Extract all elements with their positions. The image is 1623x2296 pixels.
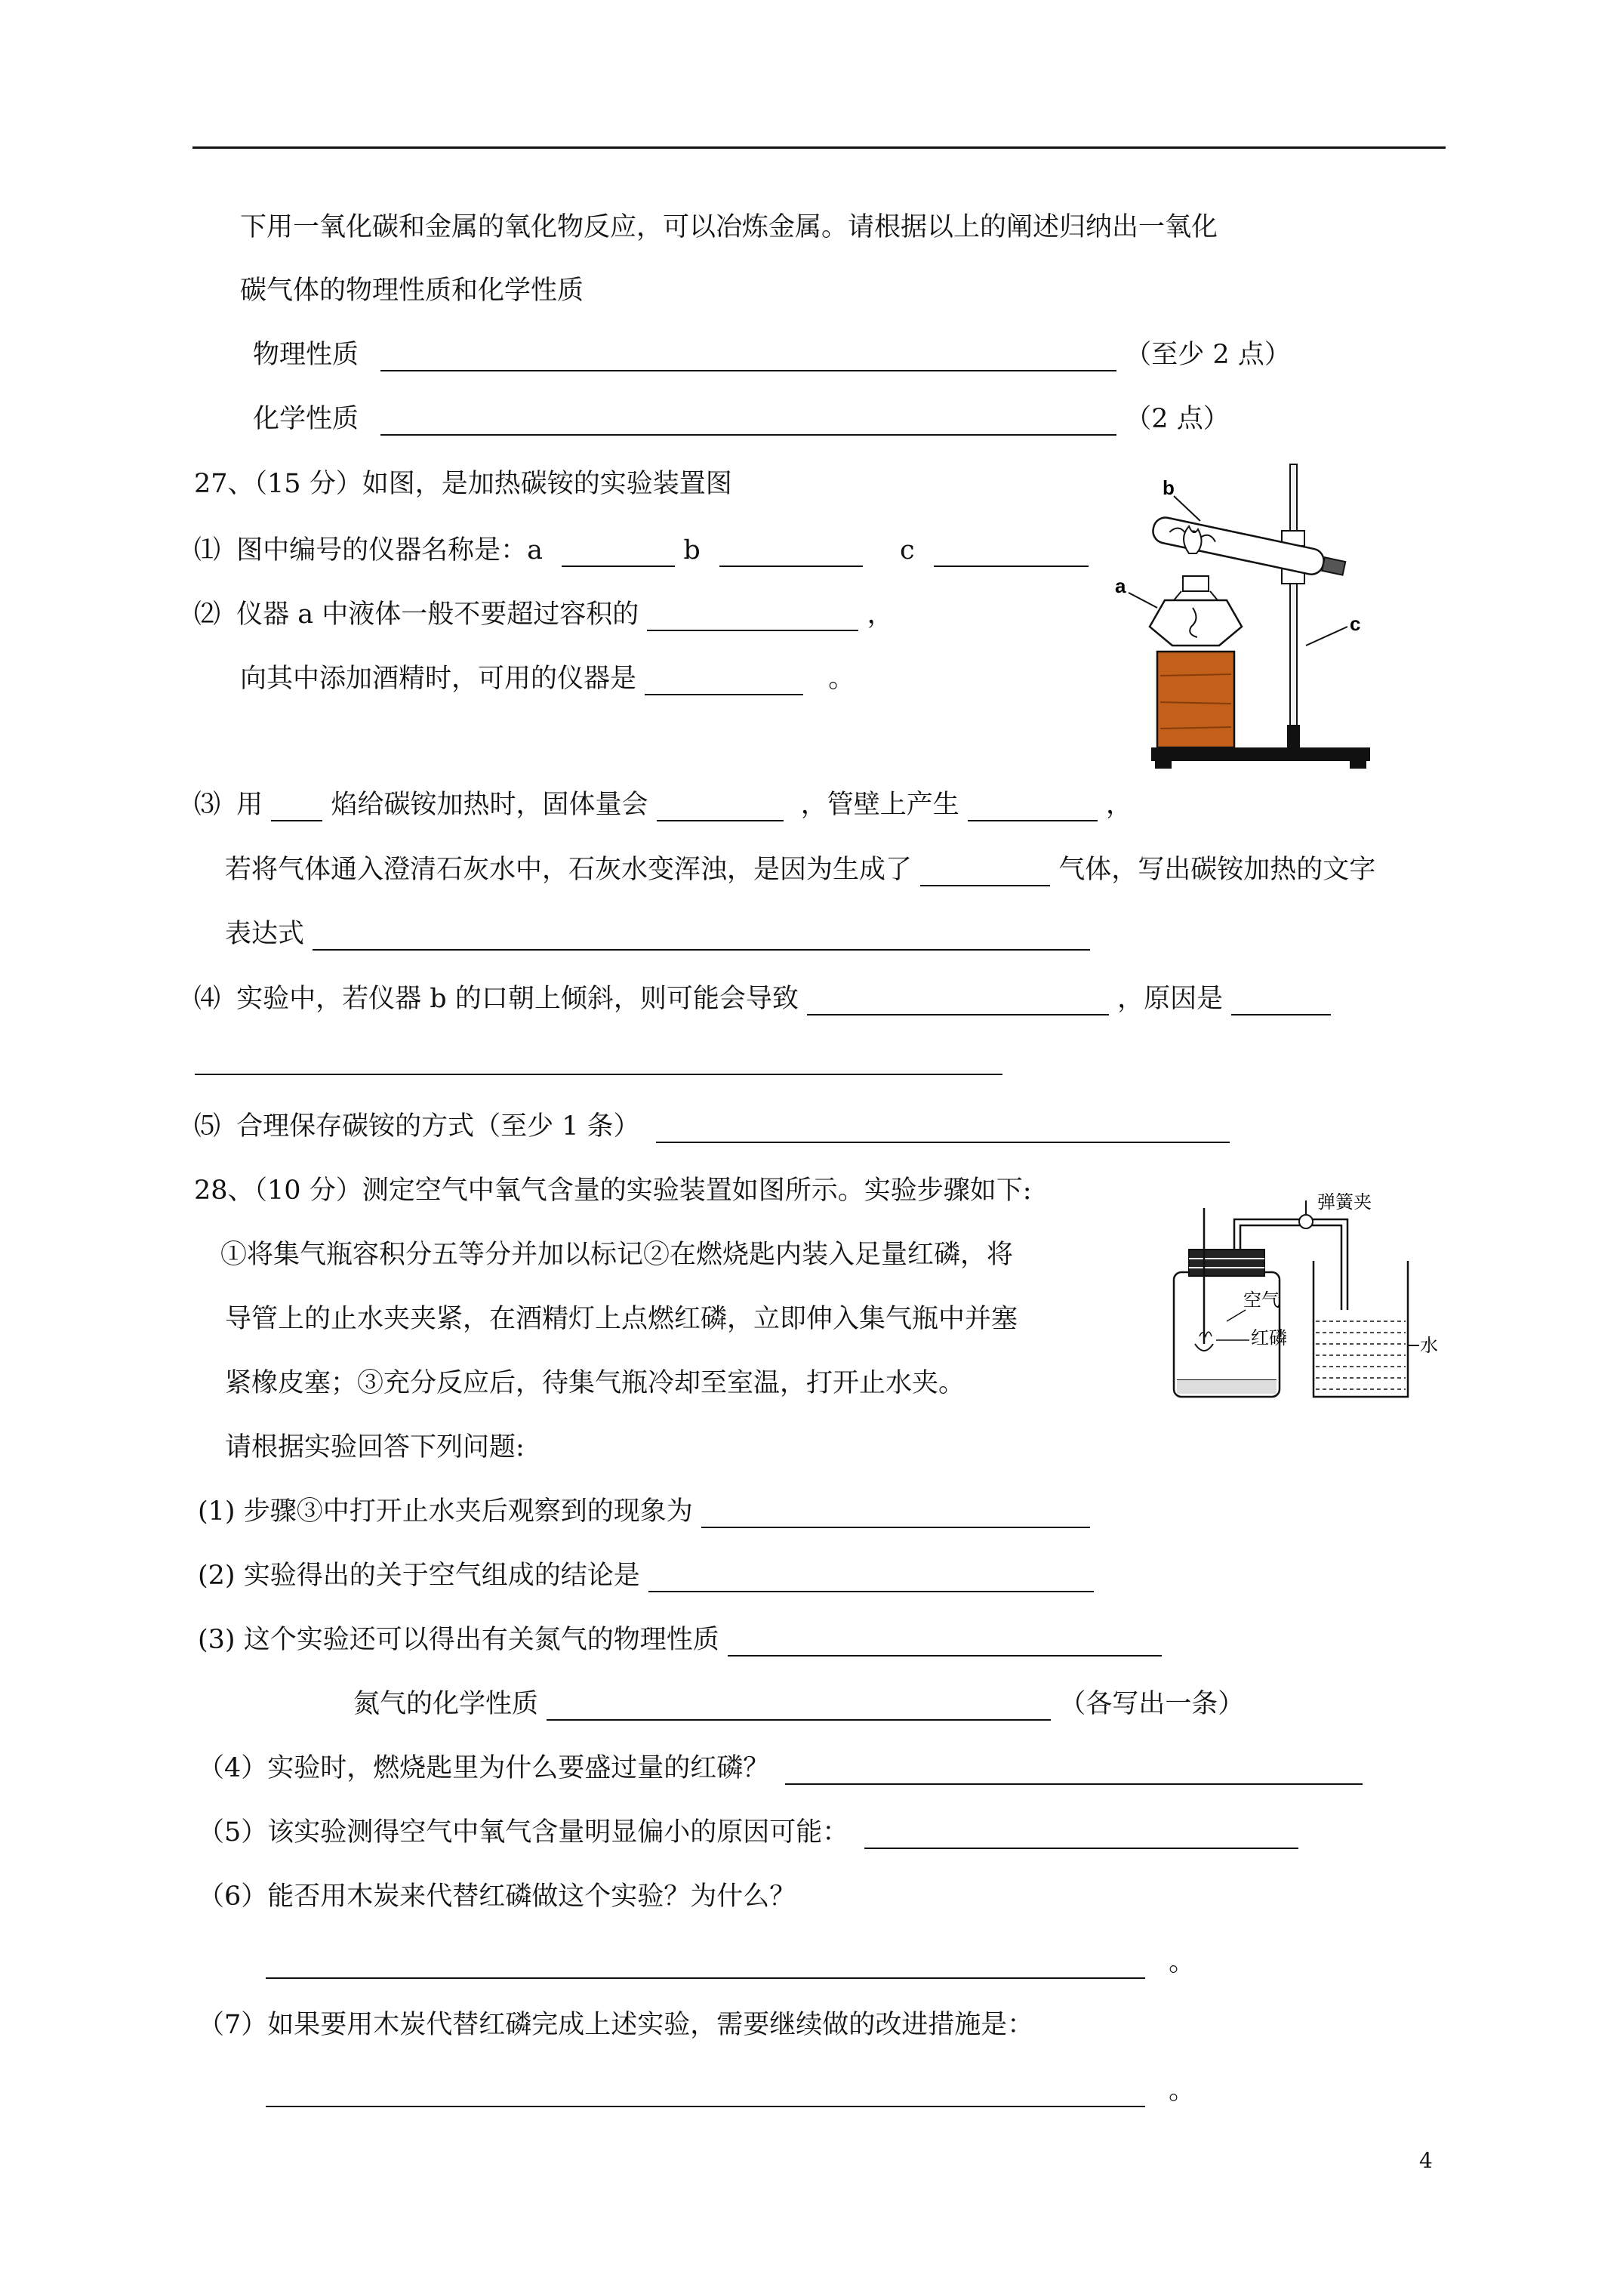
q28-sub-6: （6）能否用木炭来代替红磷做这个实验？为什么？ [198,1881,796,1912]
q27-blank-reason-line-2[interactable] [195,1046,1002,1075]
q28-blank-excess[interactable] [785,1756,1363,1785]
q27-p4-b: ，原因是 [1117,984,1224,1014]
q27-part-3-line-3 [225,917,1090,951]
q27-p5-num: ⑸ [194,1111,221,1142]
q28-s3-text: (3) 这个实验还可以得出有关氮气的物理性质 [198,1625,719,1655]
q28-ask: 请根据实验回答下列问题: [225,1432,525,1462]
q27-p1-b: b [683,535,701,566]
q27-p2-end: 。 [828,664,855,694]
q27-blank-flame[interactable] [271,793,322,821]
q28-sub-6-answer [266,1946,1195,1979]
q27-blank-c[interactable] [934,538,1089,567]
q27-p5-text: 合理保存碳铵的方式（至少 1 条） [236,1111,640,1142]
q27-blank-expression[interactable] [313,922,1090,951]
q27-p4-a: 实验中，若仪器 b 的口朝上倾斜，则可能会导致 [236,984,799,1014]
q27-part-2 [194,598,894,631]
fig-label-c: c [1350,612,1361,635]
page-number: 4 [1419,2148,1433,2173]
q27-part-2-line-2 [240,662,855,695]
q27-blank-b[interactable] [719,538,863,567]
physical-label: 物理性质 [253,340,359,370]
q28-s4-text: （4）实验时，燃烧匙里为什么要盛过量的红磷？ [198,1753,770,1783]
q27-p2-comma: ， [867,599,894,630]
q27-blank-instrument[interactable] [645,667,803,695]
q28-sub-3 [198,1623,1162,1657]
header-rule [192,146,1446,149]
physical-hint: （至少 2 点） [1125,340,1291,370]
q28-s7-end: 。 [1169,2076,1196,2106]
chemical-answer-blank[interactable] [380,407,1116,436]
chemical-label: 化学性质 [253,404,359,434]
q28-sub-3-line-2 [353,1687,1244,1721]
q28-s3b-text: 氮气的化学性质 [353,1689,539,1719]
q28-step-line-1: ①将集气瓶容积分五等分并加以标记②在燃烧匙内装入足量红磷，将 [220,1240,1014,1270]
q27-p2-num: ⑵ [194,599,221,630]
chemical-property-row [253,402,1230,436]
q27-p1-text: 图中编号的仪器名称是：a [236,535,544,566]
q27-p4-num: ⑷ [194,984,221,1014]
fig-label-clamp: 弹簧夹 [1317,1192,1372,1213]
intro-line-2: 碳气体的物理性质和化学性质 [240,276,584,306]
q28-s1-text: (1) 步骤③中打开止水夹后观察到的现象为 [198,1496,693,1527]
q28-step-line-2: 导管上的止水夹夹紧，在酒精灯上点燃红磷，立即伸入集气瓶中并塞 [225,1304,1018,1334]
q27-blank-gas[interactable] [920,858,1050,886]
q28-blank-improvement[interactable] [266,2079,1145,2107]
q28-blank-low-reason[interactable] [864,1820,1298,1849]
fig-label-air: 空气 [1243,1290,1280,1311]
q27-blank-wall[interactable] [968,793,1098,821]
q27-blank-solid[interactable] [657,793,784,821]
q27-p3-a: 用 [236,790,263,820]
q28-s5-text: （5）该实验测得空气中氧气含量明显偏小的原因可能： [198,1817,849,1848]
fig-label-phosphorus: 红磷 [1251,1328,1287,1348]
q27-part-4 [194,982,1331,1015]
q27-part-3 [194,788,1132,821]
heating-apparatus-figure [1098,457,1404,774]
chemical-hint: （2 点） [1125,404,1230,434]
q27-part-5 [194,1110,1230,1143]
q28-s6-end: 。 [1169,1947,1196,1977]
q27-p1-num: ⑴ [194,535,221,566]
q27-blank-storage[interactable] [656,1114,1230,1143]
q28-blank-phenomenon[interactable] [701,1499,1090,1528]
q27-blank-reason[interactable] [1231,987,1331,1015]
oxygen-apparatus-figure [1151,1185,1438,1408]
q28-blank-n2-chemical[interactable] [547,1692,1051,1721]
q28-sub-5 [198,1816,1298,1849]
q28-sub-1 [198,1495,1090,1528]
q28-blank-n2-physical[interactable] [728,1628,1162,1657]
fig-label-b: b [1163,476,1175,499]
q28-s3b-hint: （各写出一条） [1059,1689,1245,1719]
q28-heading: 28、（10 分）测定空气中氧气含量的实验装置如图所示。实验步骤如下: [194,1176,1032,1206]
physical-property-row [253,338,1291,371]
fig-label-water: 水 [1420,1336,1438,1356]
q27-blank-a[interactable] [562,538,675,567]
q27-p3-c: ，管壁上产生 [800,790,959,820]
q28-s2-text: (2) 实验得出的关于空气组成的结论是 [198,1561,640,1591]
q27-p3-b: 焰给碳铵加热时，固体量会 [331,790,648,820]
q27-heading: 27、（15 分）如图，是加热碳铵的实验装置图 [194,469,732,499]
q27-p3-line2b: 气体，写出碳铵加热的文字 [1058,855,1376,885]
q27-blank-result[interactable] [807,987,1109,1015]
q27-p3-num: ⑶ [194,790,221,820]
q27-p3-line2a: 若将气体通入澄清石灰水中，石灰水变浑浊，是因为生成了 [225,855,913,885]
q27-p1-c: c [900,535,915,566]
q27-p3-d: ， [1106,790,1133,820]
intro-line-1: 下用一氧化碳和金属的氧化物反应，可以冶炼金属。请根据以上的阐述归纳出一氧化 [240,212,1218,242]
q27-part-3-line-2 [225,853,1375,886]
q27-p2-text: 仪器 a 中液体一般不要超过容积的 [236,599,639,630]
q28-blank-conclusion[interactable] [648,1564,1094,1592]
q27-part-1 [194,534,1089,567]
physical-answer-blank[interactable] [380,343,1116,371]
q28-sub-7-answer [266,2074,1195,2107]
q28-sub-2 [198,1559,1094,1592]
fig-label-a: a [1115,575,1126,597]
q27-p3-line3: 表达式 [225,919,305,949]
q28-step-line-3: 紧橡皮塞；③充分反应后，待集气瓶冷却至室温，打开止水夹。 [225,1368,965,1398]
q28-blank-charcoal[interactable] [266,1950,1145,1979]
q28-sub-4 [198,1752,1363,1785]
q27-blank-volume[interactable] [647,603,858,631]
q28-sub-7: （7）如果要用木炭代替红磷完成上述实验，需要继续做的改进措施是： [198,2010,1034,2040]
q27-p2-line2: 向其中添加酒精时，可用的仪器是 [240,664,637,694]
